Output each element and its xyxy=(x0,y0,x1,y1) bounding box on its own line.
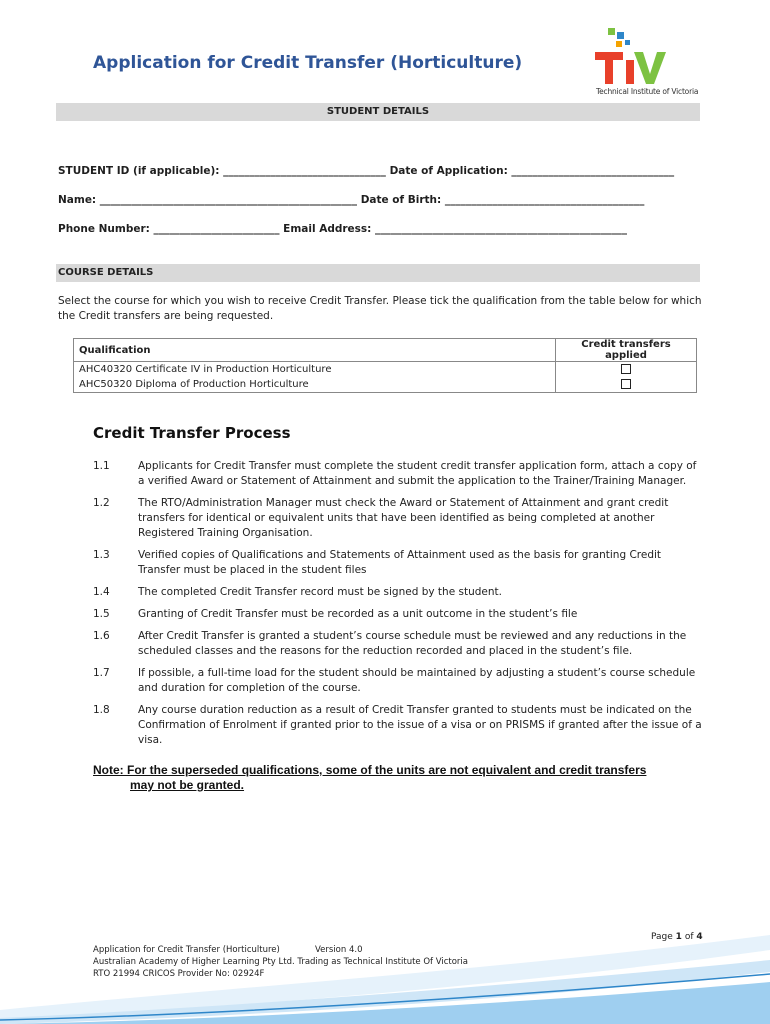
qualification-header: Qualification xyxy=(74,339,556,362)
step-number: 1.4 xyxy=(93,586,110,598)
table-header-row xyxy=(74,339,697,362)
logo-pixel xyxy=(625,40,630,45)
page-number xyxy=(651,932,703,942)
document-title: Application for Credit Transfer (Horticulture) xyxy=(93,53,523,73)
checkbox[interactable] xyxy=(621,364,631,374)
logo-letter-t xyxy=(595,52,623,84)
checkbox-cell xyxy=(556,377,697,393)
logo-letter-i xyxy=(626,60,634,84)
note xyxy=(93,763,703,793)
step-text: After Credit Transfer is granted a student’s course schedule must be reviewed and any reductions in the scheduled classes and the reasons for the reduction recorded and placed in the student’s file. xyxy=(138,630,687,657)
step-text: The completed Credit Transfer record must be signed by the student. xyxy=(138,586,502,598)
student-id-and-date-line[interactable]: STUDENT ID (if applicable): _______________________________ Date of Application: _______________________________ xyxy=(58,165,675,177)
footer-version: Version 4.0 xyxy=(315,945,363,955)
footer-doc-title: Application for Credit Transfer (Horticulture) xyxy=(93,945,280,955)
course-details-heading: COURSE DETAILS xyxy=(56,264,700,282)
step-text: Verified copies of Qualifications and Statements of Attainment used as the basis for granting Credit Transfer must be placed in the student files xyxy=(138,549,662,576)
name-and-dob-line[interactable]: Name: _________________________________________________ Date of Birth: ______________________________________ xyxy=(58,194,645,206)
course-instructions: Select the course for which you wish to receive Credit Transfer. Please tick the qualification from the table below for which the Credit transfers are being requested. xyxy=(58,295,702,322)
page-total: 4 xyxy=(696,932,703,942)
note-line-2: may not be granted. xyxy=(130,778,245,792)
checkbox-cell xyxy=(556,362,697,378)
logo-pixel xyxy=(617,32,624,39)
step-text: Granting of Credit Transfer must be recorded as a unit outcome in the student’s file xyxy=(138,608,578,620)
page-current: 1 xyxy=(675,932,682,942)
step-text: Any course duration reduction as a result of Credit Transfer granted to students must be indicated on the Confirmation of Enrolment if granted prior to the issue of a visa or on PRISMS if granted after the issue of a visa. xyxy=(138,704,702,746)
page-of: of xyxy=(684,932,694,942)
logo-tagline: Technical Institute of Victoria xyxy=(596,87,699,96)
credit-transfer-header: Credit transfers applied xyxy=(556,339,697,362)
footer-company: Australian Academy of Higher Learning Pty Ltd. Trading as Technical Institute Of Victoria xyxy=(93,957,468,967)
table-row xyxy=(74,362,697,378)
qualification-cell: AHC40320 Certificate IV in Production Horticulture xyxy=(74,362,556,378)
qualification-table xyxy=(73,338,697,393)
footer xyxy=(93,944,468,980)
step-number: 1.3 xyxy=(93,549,110,561)
logo-pixel xyxy=(616,41,622,47)
step-number: 1.7 xyxy=(93,667,110,679)
checkbox[interactable] xyxy=(621,379,631,389)
footer-rto: RTO 21994 CRICOS Provider No: 02924F xyxy=(93,969,265,979)
step-number: 1.6 xyxy=(93,630,110,642)
step-number: 1.5 xyxy=(93,608,110,620)
step-number: 1.1 xyxy=(93,460,110,472)
process-heading: Credit Transfer Process xyxy=(93,424,291,442)
step-number: 1.8 xyxy=(93,704,110,716)
note-line-1: Note: For the superseded qualifications, some of the units are not equivalent and credit transfers xyxy=(93,763,647,777)
step-number: 1.2 xyxy=(93,497,110,509)
step-text: The RTO/Administration Manager must check the Award or Statement of Attainment and grant credit transfers for identical or equivalent units that have been identified as being completed at another Registered Training Organisation. xyxy=(138,497,669,539)
phone-and-email-line[interactable]: Phone Number: ________________________ Email Address: ________________________________________________ xyxy=(58,223,628,235)
qualification-cell: AHC50320 Diploma of Production Horticulture xyxy=(74,377,556,393)
step-text: Applicants for Credit Transfer must complete the student credit transfer application form, attach a copy of a verified Award or Statement of Attainment and submit the application to the Trainer/Training Manager. xyxy=(138,460,697,487)
student-details-heading: STUDENT DETAILS xyxy=(56,103,700,121)
table-row xyxy=(74,377,697,393)
page-label: Page xyxy=(651,932,673,942)
logo-letter-v xyxy=(634,52,666,84)
logo-pixel xyxy=(608,28,615,35)
step-text: If possible, a full-time load for the student should be maintained by adjusting a student’s course schedule and duration for completion of the course. xyxy=(138,667,696,694)
